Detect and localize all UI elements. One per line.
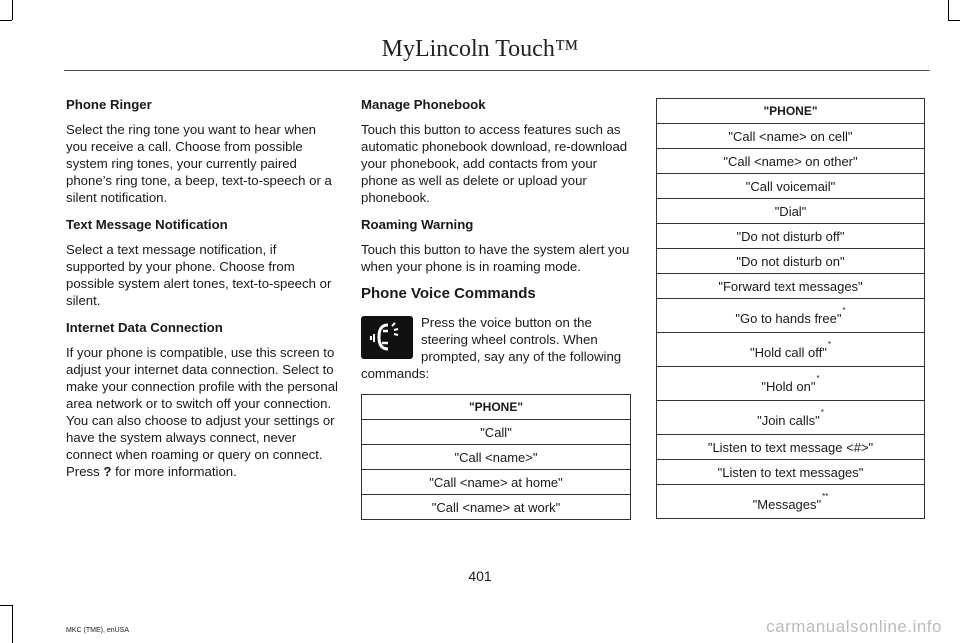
table-row — [657, 485, 925, 519]
command-text: "Forward text messages" — [718, 278, 863, 294]
voice-commands-heading: Phone Voice Commands — [361, 285, 536, 302]
command-text: "Call <name> at work" — [431, 499, 561, 515]
voice-command-icon — [361, 316, 413, 359]
command-text: "Listen to text messages" — [717, 464, 864, 480]
crop-mark — [0, 605, 12, 606]
crop-mark — [12, 0, 13, 20]
footnote-mark: * — [827, 339, 832, 349]
crop-mark — [12, 605, 13, 643]
table-row — [657, 460, 925, 485]
document-id: MKC (TME), enUSA — [66, 627, 130, 634]
command-text: "Call voicemail" — [745, 178, 836, 194]
phone-ringer-heading: Phone Ringer — [66, 97, 152, 112]
voice-command-block — [361, 314, 631, 384]
crop-mark — [948, 20, 960, 21]
command-cell — [657, 435, 925, 460]
command-cell — [657, 367, 925, 401]
internet-text-after: for more information. — [115, 464, 237, 479]
table-row — [657, 367, 925, 401]
internet-data-text — [66, 344, 338, 480]
command-text: "Hold on" — [761, 378, 816, 394]
page-title: MyLincoln Touch™ — [381, 36, 579, 62]
table-header-row — [657, 99, 925, 124]
voice-command-text-end: commands: — [361, 366, 430, 381]
voice-command-text: Press the voice button on the steering wheel controls. When prompted, say any of the following — [421, 315, 622, 364]
command-text: "Join calls" — [757, 412, 820, 428]
command-text: "Call <name>" — [454, 449, 538, 465]
table-row — [657, 435, 925, 460]
table-row — [657, 274, 925, 299]
table-header-cell: "PHONE" — [362, 395, 631, 420]
phone-ringer-text: Select the ring tone you want to hear when you receive a call. Choose from possible system ring tones, your currently paired phone’s ring tone, a beep, text-to-speech or a silent notification. — [66, 122, 332, 205]
command-cell — [362, 445, 631, 470]
internet-data-heading: Internet Data Connection — [66, 320, 223, 335]
column-1 — [66, 96, 338, 490]
table-row — [657, 224, 925, 249]
command-cell — [657, 174, 925, 199]
manage-phonebook-heading: Manage Phonebook — [361, 97, 486, 112]
page-number: 401 — [468, 568, 492, 584]
crop-mark — [0, 20, 12, 21]
command-cell — [657, 333, 925, 367]
internet-text-before: If your phone is compatible, use this screen to adjust your internet data connection. Select to make your connection profile with the personal area network or to switch off your connection. You can also choose to adjust your settings or have the system always connect, never connect when roaming or query on connect. Press — [66, 345, 338, 479]
table-header-cell: "PHONE" — [657, 99, 925, 124]
command-text: "Messages" — [752, 496, 822, 512]
command-cell — [657, 124, 925, 149]
voice-command-table-1 — [361, 394, 631, 520]
table-row — [657, 199, 925, 224]
table-row — [657, 333, 925, 367]
crop-mark — [948, 0, 949, 20]
roaming-warning-text: Touch this button to have the system alert you when your phone is in roaming mode. — [361, 242, 630, 274]
command-cell — [657, 299, 925, 333]
command-text: "Do not disturb on" — [736, 253, 845, 269]
table-row — [657, 249, 925, 274]
command-cell — [657, 274, 925, 299]
command-text: "Hold call off" — [749, 344, 827, 360]
command-cell — [657, 485, 925, 519]
column-2 — [361, 96, 631, 384]
footnote-mark: * — [842, 305, 846, 315]
command-cell — [362, 470, 631, 495]
command-cell — [657, 249, 925, 274]
voice-command-table-2 — [656, 98, 925, 519]
command-cell — [362, 420, 631, 445]
command-cell — [362, 495, 631, 520]
watermark: carmanualsonline.info — [766, 617, 942, 636]
command-text: "Dial" — [774, 203, 807, 219]
text-message-heading: Text Message Notification — [66, 217, 228, 232]
table-header-row — [362, 395, 631, 420]
roaming-warning-heading: Roaming Warning — [361, 217, 474, 232]
command-cell — [657, 224, 925, 249]
command-text: "Call <name> on cell" — [728, 128, 853, 144]
table-row — [657, 401, 925, 435]
table-row — [657, 149, 925, 174]
command-text: "Do not disturb off" — [736, 228, 845, 244]
table-row — [362, 495, 631, 520]
table-row — [657, 174, 925, 199]
manage-phonebook-text: Touch this button to access features such as automatic phonebook download, re-download your phonebook, add contacts from your phone as well as delete or upload your phonebook. — [361, 122, 628, 205]
text-message-text: Select a text message notification, if supported by your phone. Choose from possible system alert tones, text-to-speech or silent. — [66, 242, 332, 308]
header-divider — [64, 70, 930, 71]
footnote-mark: * — [820, 407, 824, 417]
table-row — [362, 445, 631, 470]
command-text: "Call <name> on other" — [723, 153, 858, 169]
command-cell — [657, 401, 925, 435]
command-text: "Call <name> at home" — [429, 474, 563, 490]
command-text: "Call" — [480, 424, 512, 440]
table-row — [657, 299, 925, 333]
help-symbol: ? — [103, 464, 112, 479]
table-row — [657, 124, 925, 149]
command-cell — [657, 460, 925, 485]
command-cell — [657, 199, 925, 224]
command-text: "Go to hands free" — [735, 310, 842, 326]
footnote-mark: * — [816, 373, 820, 383]
command-text: "Listen to text message <#>" — [707, 439, 874, 455]
table-row — [362, 470, 631, 495]
command-cell — [657, 149, 925, 174]
table-row — [362, 420, 631, 445]
footnote-mark: ** — [822, 491, 829, 501]
